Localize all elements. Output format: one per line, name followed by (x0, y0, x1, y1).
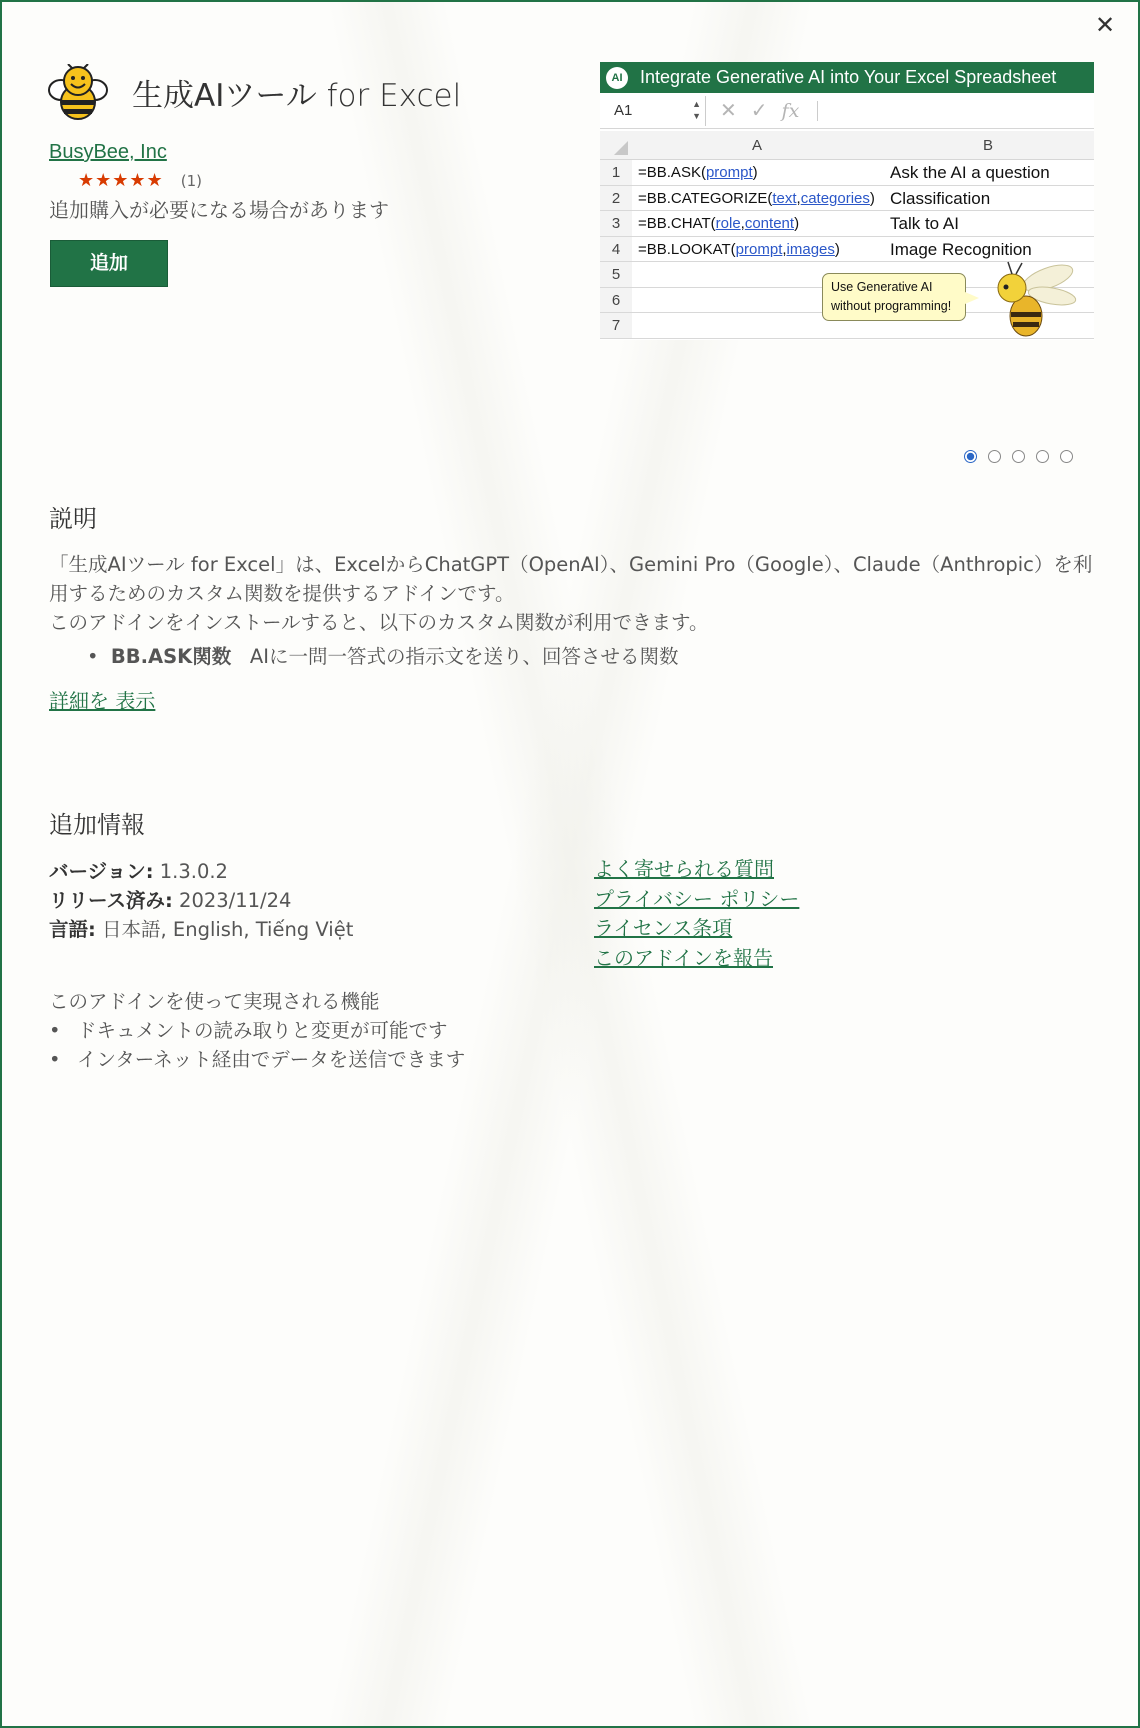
released-value: 2023/11/24 (179, 889, 292, 912)
row-number: 7 (600, 313, 632, 338)
formula-function: =BB.LOOKAT( (638, 240, 736, 258)
bee-logo-icon (48, 64, 108, 122)
bubble-line-1: Use Generative AI (831, 280, 933, 294)
faq-link[interactable]: よく寄せられる質問 (594, 857, 774, 881)
formula-separator (817, 101, 818, 121)
cell-a: =BB.ASK(prompt) (638, 164, 758, 181)
screenshot-banner-text: Integrate Generative AI into Your Excel Spreadsheet (640, 67, 1057, 87)
name-box-value: A1 (614, 101, 633, 119)
app-title (132, 70, 461, 115)
formula-bar (600, 93, 1094, 129)
released-label: リリース済み: (49, 889, 173, 912)
version-label: バージョン: (49, 860, 154, 883)
cell-b: Talk to AI (890, 214, 959, 233)
features-heading: このアドインを使って実現される機能 (49, 990, 380, 1013)
formula-argument: text (772, 189, 797, 207)
app-title-en: for Excel (316, 78, 462, 114)
cell-b: Image Recognition (890, 239, 1032, 259)
report-addin-link[interactable]: このアドインを報告 (594, 945, 773, 970)
select-all-corner (600, 131, 632, 159)
bee-illustration-icon (978, 260, 1078, 338)
description-para-1: 「生成AIツール for Excel」は、ExcelからChatGPT（OpenAI）、Gemini Pro（Google）、Claude（Anthropic）を利用するためのカスタム関数を提供するアドインです。 (49, 553, 1093, 605)
formula-function: =BB.CHAT( (638, 215, 716, 232)
cell-a: =BB.CATEGORIZE(text,categories) (638, 189, 875, 207)
bullet-function-desc: AIに一問一答式の指示文を送り、回答させる関数 (249, 645, 679, 668)
sheet-row (600, 237, 1094, 263)
publisher-link[interactable]: BusyBee, Inc (49, 141, 167, 163)
additional-info-heading: 追加情報 (49, 811, 145, 839)
carousel-dot[interactable] (1012, 450, 1025, 463)
name-box (600, 96, 706, 126)
bullet-dot: • (87, 645, 111, 668)
row-number: 3 (600, 211, 632, 236)
spin-arrows-icon: ▲ ▼ (692, 98, 701, 121)
bullet-function-name: BB.ASK関数 (110, 645, 232, 668)
row-number: 1 (600, 160, 632, 185)
carousel-dot[interactable] (1060, 450, 1073, 463)
sheet-row (600, 160, 1094, 186)
screenshot-image[interactable] (600, 62, 1094, 340)
description-text (49, 550, 1099, 637)
rating-stars: ★★★★★ (78, 170, 164, 191)
show-more-link[interactable]: 詳細を 表示 (49, 689, 156, 713)
cell-a: =BB.CHAT(role,content) (638, 215, 800, 232)
check-icon: ✓ (750, 100, 768, 122)
features-section (49, 987, 465, 1074)
bubble-line-2: without programming! (831, 299, 952, 313)
info-links (594, 855, 799, 973)
fx-icon: fx (781, 99, 800, 122)
carousel-dot[interactable] (964, 450, 977, 463)
column-header-a: A (751, 137, 762, 154)
cancel-x-icon: ✕ (720, 100, 737, 122)
version-value: 1.3.0.2 (159, 860, 228, 883)
add-button[interactable]: 追加 (50, 240, 168, 287)
function-bullet (87, 641, 679, 669)
purchase-note: 追加購入が必要になる場合があります (49, 198, 389, 222)
rating-count[interactable]: (1) (180, 172, 203, 190)
feature-item: • インターネット経由でデータを送信できます (49, 1045, 465, 1074)
privacy-policy-link[interactable]: プライバシー ポリシー (594, 886, 800, 911)
description-heading: 説明 (49, 505, 97, 533)
row-number: 6 (600, 288, 632, 313)
description-para-2: このアドインをインストールすると、以下のカスタム関数が利用できます。 (49, 611, 709, 634)
formula-function: =BB.CATEGORIZE( (638, 189, 773, 207)
row-number: 5 (600, 262, 632, 287)
carousel-dots (964, 450, 1073, 463)
license-terms-link[interactable]: ライセンス条項 (594, 916, 733, 940)
screenshot-banner (600, 62, 1094, 93)
column-header-b: B (982, 137, 993, 154)
cell-a: =BB.LOOKAT(prompt,images) (638, 240, 840, 258)
ai-badge-icon: AI (606, 67, 628, 89)
language-value: 日本語, English, Tiếng Việt (102, 918, 354, 941)
formula-argument: images (786, 240, 835, 258)
formula-argument: content (744, 215, 795, 232)
language-label: 言語: (49, 918, 96, 941)
speech-bubble (822, 273, 966, 321)
cell-b: Classification (890, 188, 991, 208)
formula-argument: prompt (735, 240, 783, 258)
sheet-row (600, 211, 1094, 237)
formula-argument: role (715, 215, 741, 232)
row-number: 2 (600, 186, 632, 211)
formula-function: =BB.ASK( (638, 164, 706, 181)
feature-item: • ドキュメントの読み取りと変更が可能です (49, 1016, 465, 1045)
app-title-ja: 生成AIツール (132, 78, 317, 114)
carousel-dot[interactable] (1036, 450, 1049, 463)
formula-argument: categories (800, 189, 870, 207)
grid-header (600, 131, 1094, 160)
cell-b: Ask the AI a question (890, 163, 1050, 182)
row-number: 4 (600, 237, 632, 262)
carousel-dot[interactable] (988, 450, 1001, 463)
rating (78, 170, 202, 191)
sheet-row (600, 186, 1094, 212)
close-icon[interactable]: ✕ (1094, 11, 1116, 39)
formula-argument: prompt (705, 164, 753, 181)
info-details (49, 857, 353, 944)
